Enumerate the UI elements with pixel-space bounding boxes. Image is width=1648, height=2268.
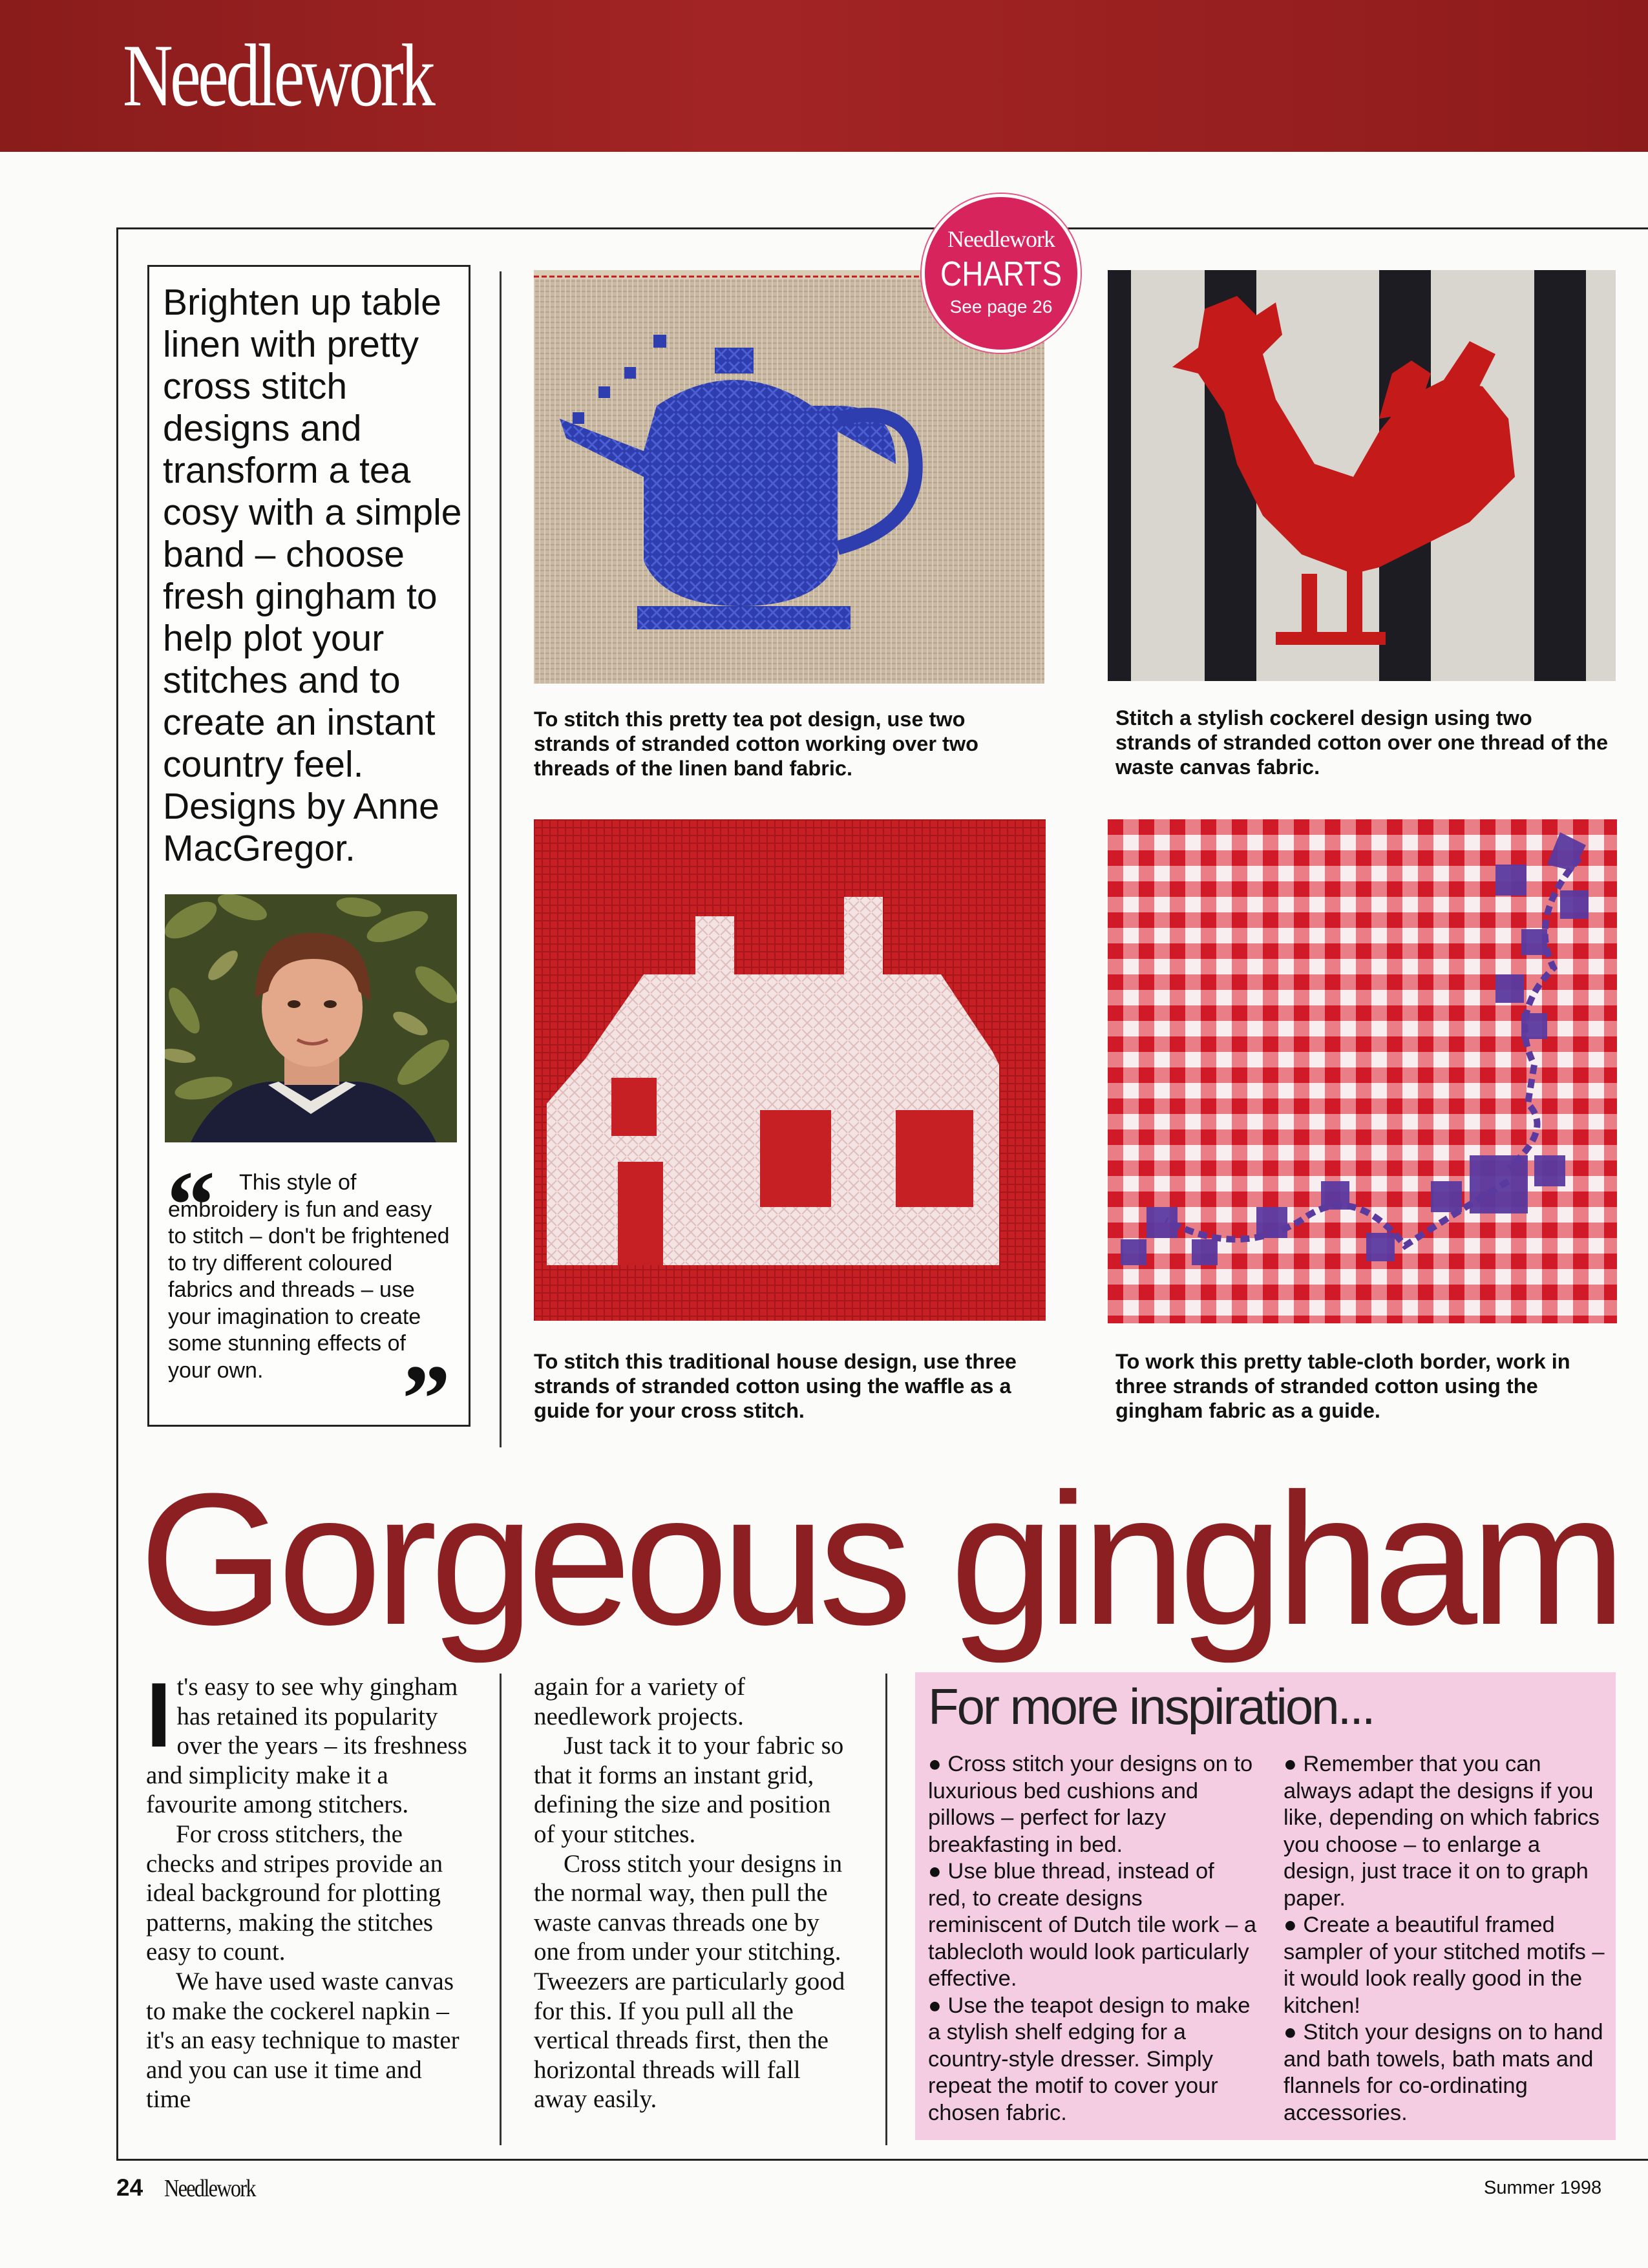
body-paragraph: again for a variety of needlework projects. <box>534 1673 746 1730</box>
body-paragraph: Cross stitch your designs in the normal way, then pull the waste canvas threads one by one from under your stitching. Tweezers are particularly good for this. If you pull all the vertical threads first, then the horizontal threads will fall away easily. <box>534 1849 845 2114</box>
article-headline: Gorgeous gingham <box>139 1454 1620 1664</box>
gingham-photo <box>1108 819 1617 1323</box>
issue-date: Summer 1998 <box>1484 2178 1602 2198</box>
body-paragraph: We have used waste canvas to make the cockerel napkin – it's an easy technique to master and you can use it time and time <box>146 1967 460 2114</box>
inspiration-tip: ● Create a beautiful framed sampler of your stitched motifs – it would look really good in the kitchen! <box>1284 1913 1605 2018</box>
column-rule <box>500 271 502 1447</box>
cockerel-caption: Stitch a stylish cockerel design using two strands of stranded cotton over one thread of the waste canvas fabric. <box>1115 706 1609 779</box>
inspiration-tip: ● Use the teapot design to make a stylish shelf edging for a country-style dresser. Simply repeat the motif to cover your chosen fabric. <box>928 1993 1251 2125</box>
body-paragraph: t's easy to see why gingham has retained its popularity over the years – its freshness and simplicity make it a favourite among stitchers. <box>146 1673 467 1819</box>
body-paragraph: For cross stitchers, the checks and stripes provide an ideal background for plotting patterns, making the stitches easy to count. <box>146 1820 443 1966</box>
drop-cap: I <box>146 1664 172 1767</box>
body-column-1 <box>146 1664 469 2114</box>
badge-title: CHARTS <box>940 255 1062 293</box>
cockerel-photo <box>1108 270 1616 681</box>
designer-portrait <box>165 894 457 1142</box>
badge-page-ref: See page 26 <box>949 297 1053 317</box>
page-number: 24 <box>116 2174 143 2201</box>
house-photo <box>534 819 1046 1321</box>
quote-open-mark: “ <box>167 1151 215 1259</box>
body-paragraph: Just tack it to your fabric so that it forms an instant grid, defining the size and position of your stitches. <box>534 1732 844 1848</box>
body-column-2 <box>534 1672 857 2114</box>
charts-badge <box>922 194 1081 353</box>
intro-text: Brighten up table linen with pretty cross stitch designs and transform a tea cosy with a simple band – choose fresh gingham to help plot your stitches and to create an instant country feel. Designs by Anne MacGregor. <box>163 282 462 869</box>
inspiration-column-1 <box>928 1751 1258 2126</box>
pull-quote: This style of embroidery is fun and easy to stitch – don't be frightened to try different coloured fabrics and threads – use your imagination to create some stunning effects of your own. <box>168 1170 450 1383</box>
inspiration-tip: ● Stitch your designs on to hand and bath towels, bath mats and flannels for co-ordinating accessories. <box>1284 2020 1603 2125</box>
teapot-caption: To stitch this pretty tea pot design, use two strands of stranded cotton working over two threads of the linen band fabric. <box>534 708 978 780</box>
house-caption: To stitch this traditional house design, use three strands of stranded cotton using the waffle as a guide for your cross stitch. <box>534 1350 1017 1422</box>
column-rule <box>500 1674 502 2145</box>
inspiration-tip: ● Remember that you can always adapt the designs if you like, depending on which fabrics you choose – to enlarge a design, just trace it on to graph paper. <box>1284 1752 1600 1911</box>
inspiration-column-2 <box>1284 1751 1607 2126</box>
quote-close-mark: ” <box>402 1345 450 1453</box>
inspiration-tip: ● Cross stitch your designs on to luxurious bed cushions and pillows – perfect for lazy breakfasting in bed. <box>928 1752 1253 1857</box>
gingham-caption: To work this pretty table-cloth border, work in three strands of stranded cotton using the gingham fabric as a guide. <box>1115 1350 1570 1422</box>
footer-magazine-name: Needlework <box>164 2175 255 2202</box>
column-rule <box>885 1674 887 2145</box>
magazine-title: Needlework <box>123 26 433 125</box>
inspiration-tip: ● Use blue thread, instead of red, to create designs reminiscent of Dutch tile work – a tablecloth would look particularly effective. <box>928 1859 1257 1991</box>
badge-brand: Needlework <box>947 226 1055 252</box>
inspiration-title: For more inspiration... <box>928 1678 1374 1735</box>
